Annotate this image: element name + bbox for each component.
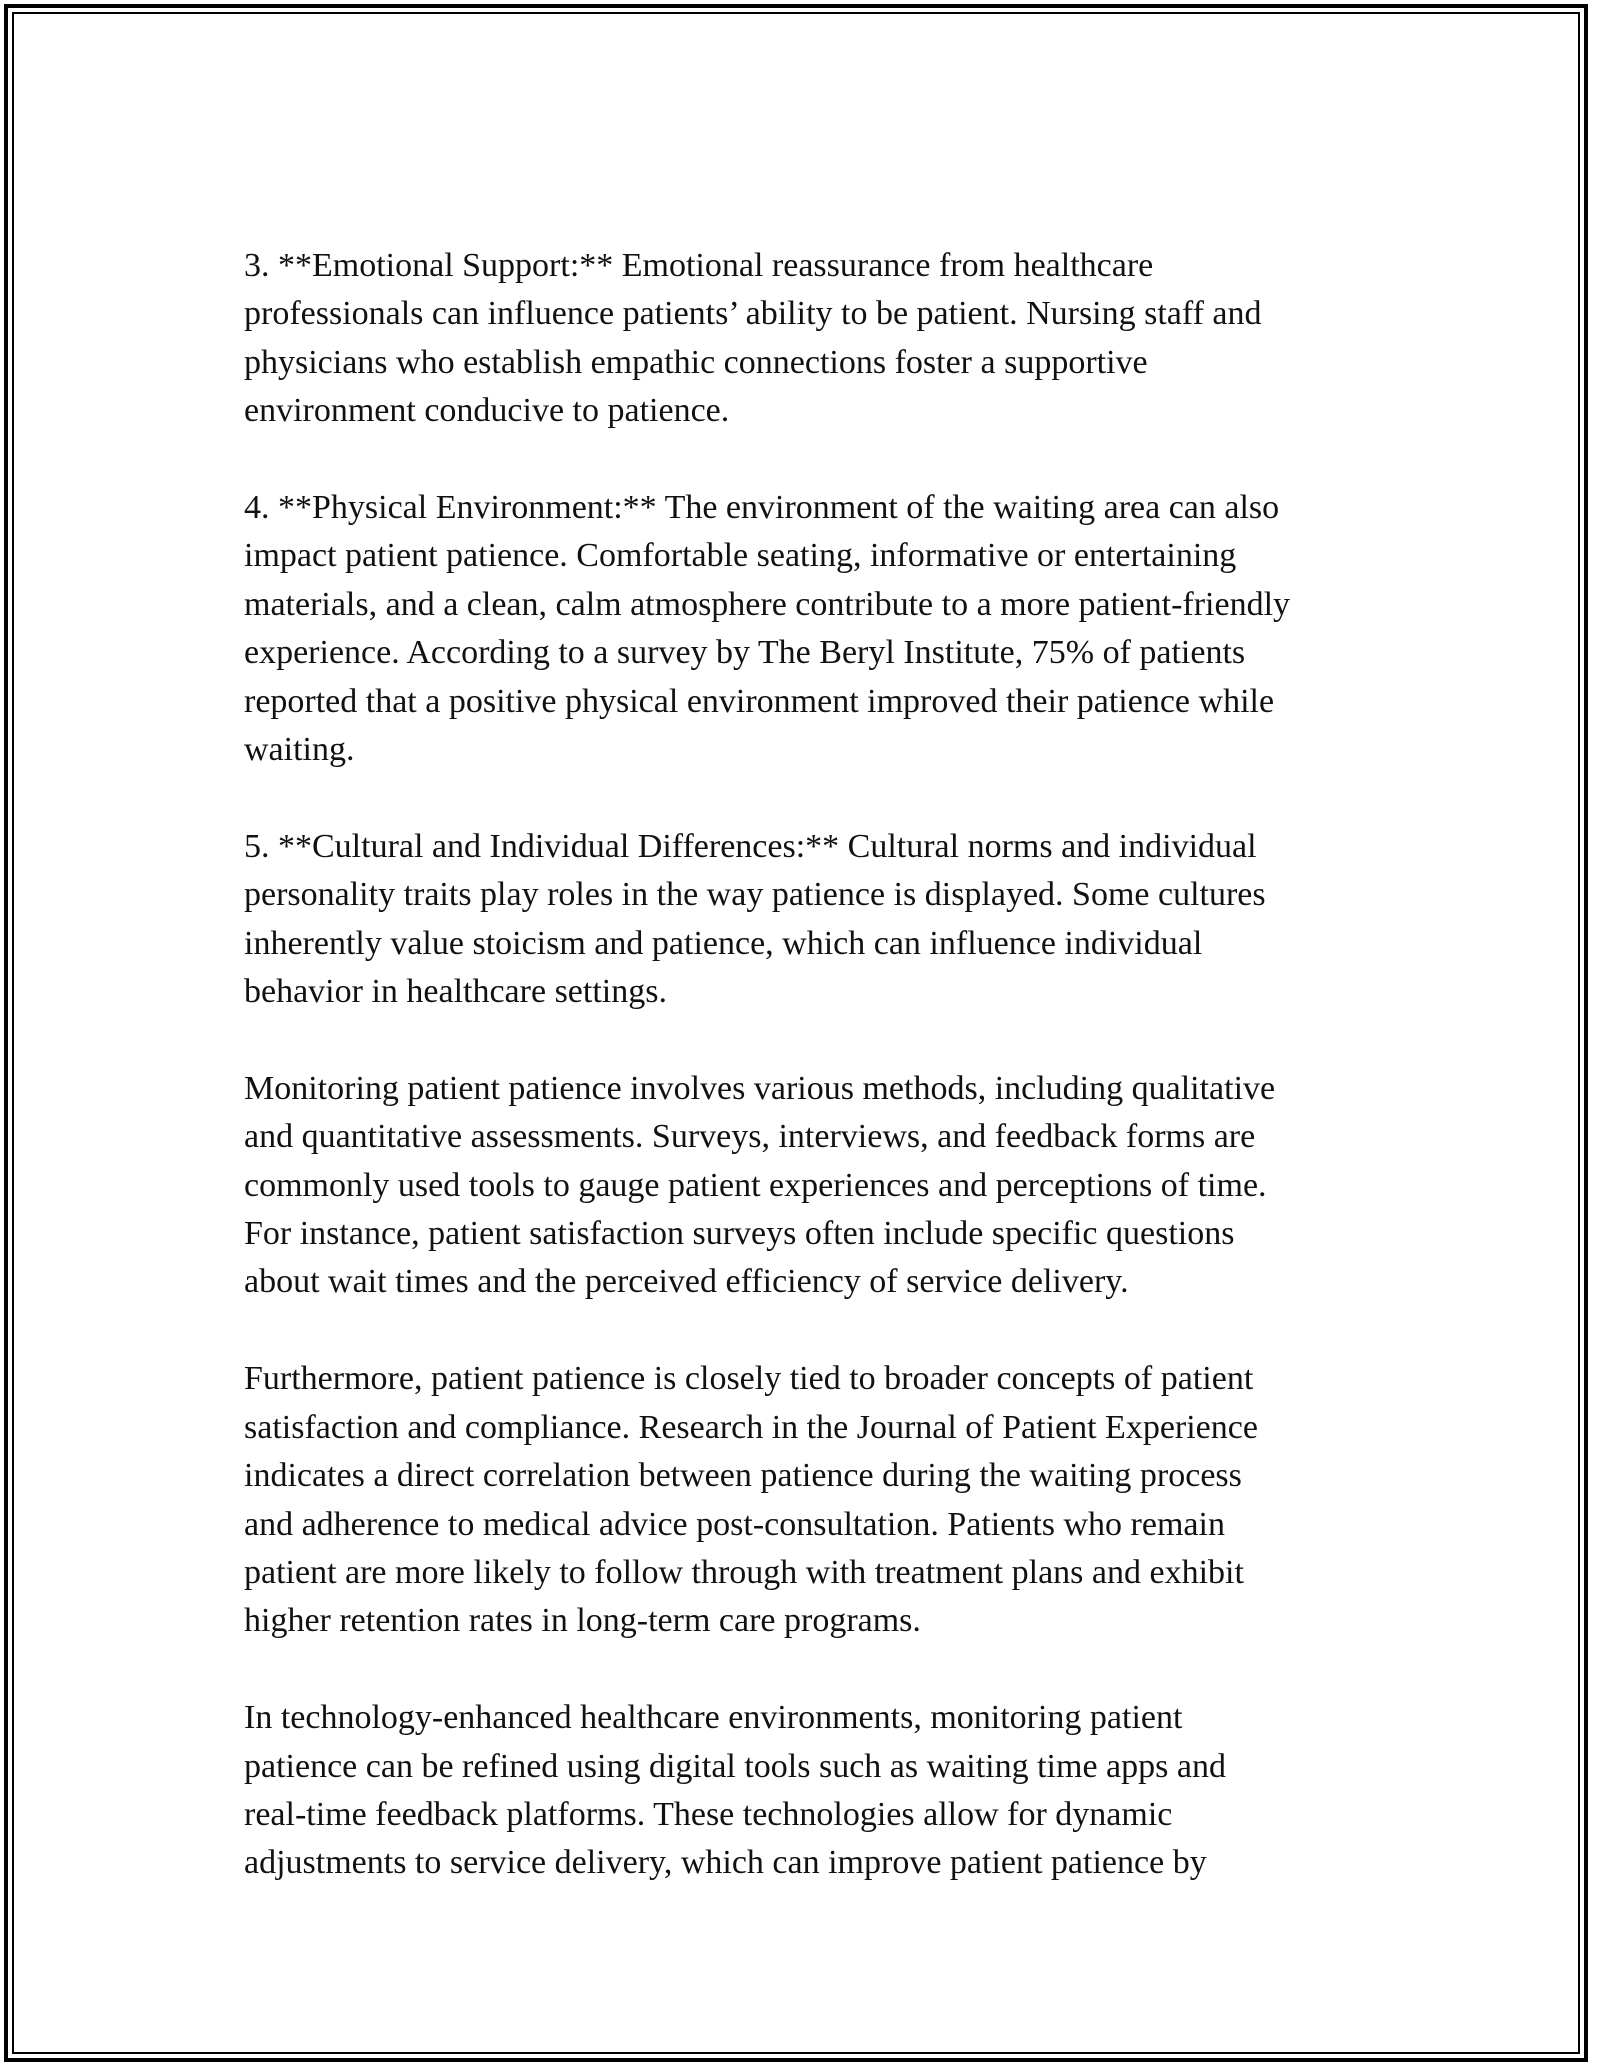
text-line: impact patient patience. Comfortable seating, informative or entertaining [244,537,1237,575]
text-line: materials, and a clean, calm atmosphere contribute to a more patient-friendly [244,585,1291,623]
text-line: real-time feedback platforms. These technologies allow for dynamic [244,1795,1173,1833]
document-body [244,242,1404,1936]
text-line: inherently value stoicism and patience, which can influence individual [244,924,1203,962]
paragraph [244,1694,1404,1888]
text-line: higher retention rates in long-term care programs. [244,1602,921,1640]
text-line: indicates a direct correlation between patience during the waiting process [244,1457,1242,1495]
text-line: environment conducive to patience. [244,392,730,430]
text-line: waiting. [244,731,355,769]
text-line: commonly used tools to gauge patient experiences and perceptions of time. [244,1166,1267,1204]
text-line: and quantitative assessments. Surveys, interviews, and feedback forms are [244,1118,1256,1156]
paragraph [244,1355,1404,1645]
text-line: patient are more likely to follow through with treatment plans and exhibit [244,1553,1244,1591]
paragraph [244,823,1404,1017]
text-line: 3. **Emotional Support:** Emotional reassurance from healthcare [244,247,1154,284]
text-line: Furthermore, patient patience is closely tied to broader concepts of patient [244,1360,1254,1398]
text-line: Monitoring patient patience involves various methods, including qualitative [244,1069,1276,1107]
text-line: adjustments to service delivery, which can improve patient patience by [244,1844,1207,1882]
text-line: 5. **Cultural and Individual Differences:** Cultural norms and individual [244,827,1257,865]
text-line: behavior in healthcare settings. [244,973,667,1011]
text-line: reported that a positive physical environment improved their patience while [244,682,1275,720]
text-line: For instance, patient satisfaction surveys often include specific questions [244,1215,1235,1253]
text-line: patience can be refined using digital tools such as waiting time apps and [244,1747,1226,1785]
text-line: 4. **Physical Environment:** The environment of the waiting area can also [244,489,1280,527]
paragraph [244,242,1404,436]
text-line: and adherence to medical advice post-consultation. Patients who remain [244,1505,1225,1543]
paragraph [244,484,1404,774]
text-line: In technology-enhanced healthcare environments, monitoring patient [244,1699,1183,1737]
page-border [4,4,1588,2062]
text-line: professionals can influence patients’ ability to be patient. Nursing staff and [244,295,1262,333]
text-line: physicians who establish empathic connections foster a supportive [244,343,1148,381]
text-line: satisfaction and compliance. Research in the Journal of Patient Experience [244,1408,1258,1446]
text-line: experience. According to a survey by The Beryl Institute, 75% of patients [244,634,1246,672]
text-line: about wait times and the perceived efficiency of service delivery. [244,1263,1129,1301]
paragraph [244,1065,1404,1307]
text-line: personality traits play roles in the way patience is displayed. Some cultures [244,876,1266,914]
